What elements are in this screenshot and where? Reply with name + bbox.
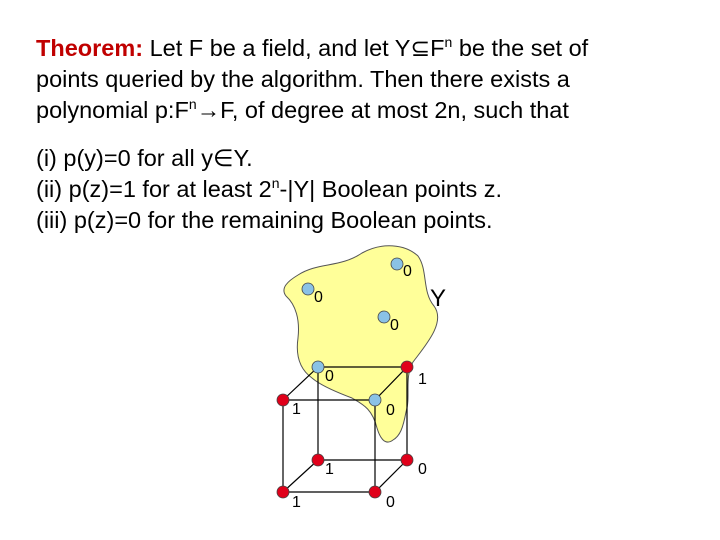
condition-ii-text: (ii) p(z)=1 for at least 2 — [36, 176, 272, 202]
condition-i-text: (i) p(y)=0 for all y — [36, 145, 213, 171]
superscript-n: n — [271, 175, 280, 191]
cube-vertex — [369, 394, 381, 406]
set-y-region — [284, 246, 438, 442]
vertex-label: 1 — [418, 371, 427, 388]
theorem-line-2: points queried by the algorithm. Then there exists a — [36, 66, 570, 92]
cube-vertex — [369, 486, 381, 498]
theorem-line-3b: F, of degree at most 2n, such that — [220, 97, 569, 123]
set-y-label: Y — [430, 285, 447, 312]
condition-i-end: Y. — [233, 145, 253, 171]
cube-vertex — [401, 454, 413, 466]
theorem-text-3: be the set of — [452, 35, 589, 61]
vertex-label: 0 — [325, 368, 334, 385]
set-point — [302, 283, 314, 295]
set-point-label: 0 — [403, 263, 412, 280]
cube-edge — [375, 460, 407, 492]
vertex-label: 0 — [386, 402, 395, 419]
set-point-label: 0 — [314, 289, 323, 306]
set-point — [391, 258, 403, 270]
superscript-n: n — [444, 34, 453, 50]
cube-vertex — [401, 361, 413, 373]
cube-edge — [283, 460, 318, 492]
theorem-text-1: Let F be a field, and let Y — [143, 35, 411, 61]
cube-vertex — [312, 361, 324, 373]
element-of-symbol: ∈ — [212, 145, 234, 171]
subset-symbol: ⊆ — [410, 35, 431, 61]
vertex-label: 0 — [386, 494, 395, 511]
vertex-label: 1 — [292, 494, 301, 511]
cube-vertex — [312, 454, 324, 466]
vertex-label: 1 — [292, 401, 301, 418]
theorem-text-2: F — [430, 35, 445, 61]
cube-vertex — [277, 486, 289, 498]
arrow-symbol: → — [196, 97, 221, 123]
vertex-label: 0 — [418, 461, 427, 478]
cube-edge — [283, 367, 318, 400]
theorem-label: Theorem: — [36, 35, 144, 61]
cube-vertex — [277, 394, 289, 406]
condition-ii-end: -|Y| Boolean points z. — [279, 176, 503, 202]
set-point — [378, 311, 390, 323]
set-point-label: 0 — [390, 317, 399, 334]
vertex-label: 1 — [325, 461, 334, 478]
theorem-line-3a: polynomial p:F — [36, 97, 189, 123]
superscript-n: n — [188, 96, 197, 112]
condition-iii-text: (iii) p(z)=0 for the remaining Boolean points. — [36, 207, 493, 233]
